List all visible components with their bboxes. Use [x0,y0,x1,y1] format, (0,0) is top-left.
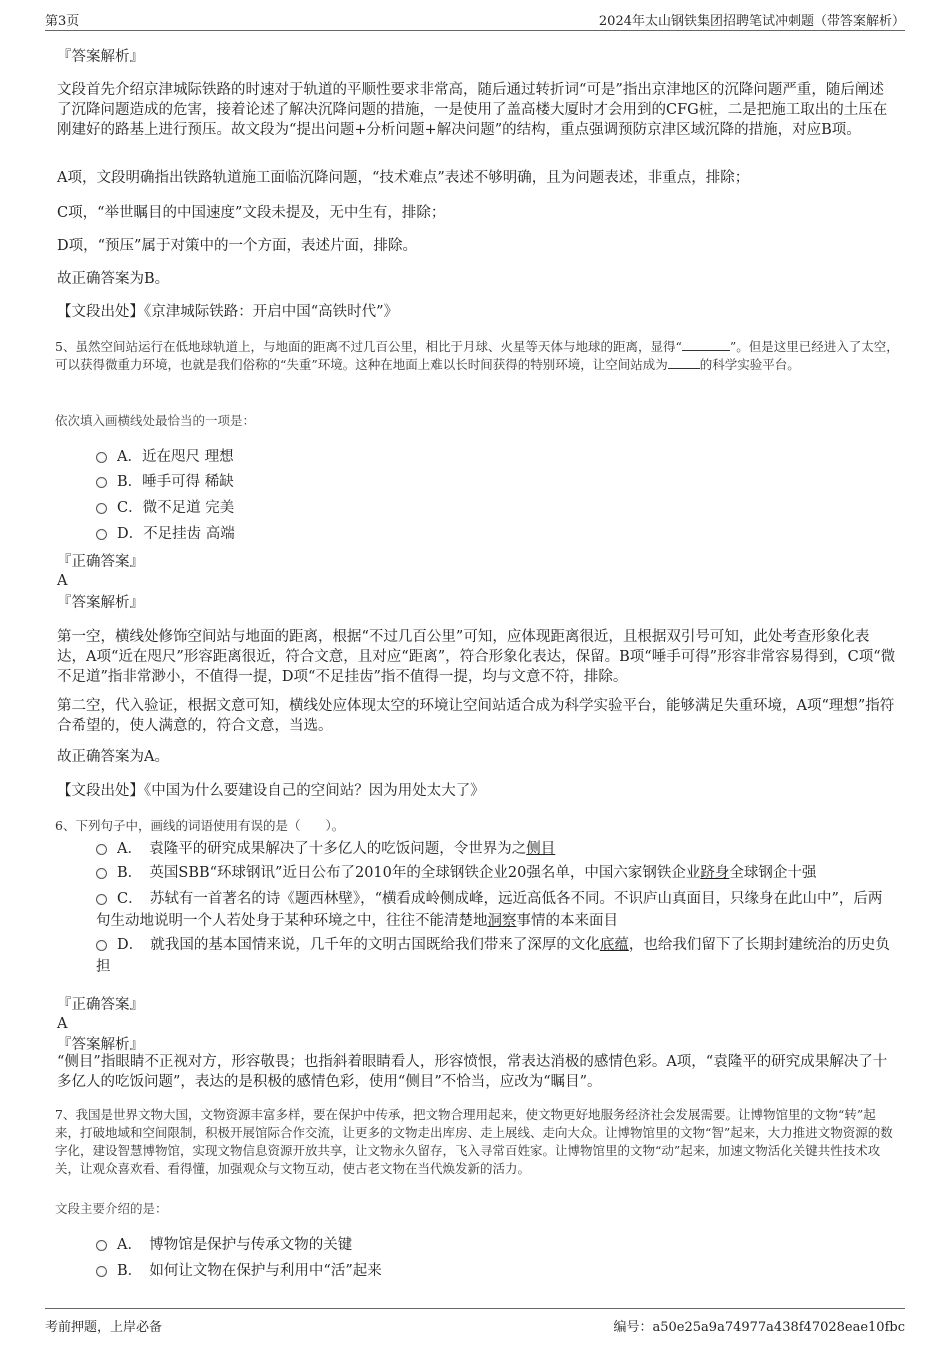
q6-correct-answer: A [57,1016,68,1032]
q5-stem: 5、虽然空间站运行在低地球轨道上，与地面的距离不过几百公里，相比于月球、火星等天体与地球的距离，显得“ ”。但是这里已经进入了太空，可以获得微重力环境，也就是我们俗称的“失重”环境。这种在地面上难以长时间获得的特别环境，让空间站成为 的科学实验平台。 [55,339,899,372]
radio-icon[interactable] [96,529,107,540]
q5-prompt: 依次填入画横线处最恰当的一项是： [55,413,256,428]
q5-option-a[interactable]: A．近在咫尺 理想 [96,446,896,468]
q5-analysis-paragraph-2: 第二空，代入验证，根据文意可知，横线处应体现太空的环境让空间站适合成为科学实验平台，能够满足失重环境，A项“理想”指符合希望的，使人满意的，符合文意，当选。 [57,698,895,734]
q4-analysis-option-c: C项，“举世瞩目的中国速度”文段未提及，无中生有，排除； [57,205,446,221]
radio-icon[interactable] [96,894,107,905]
page-header [45,0,905,31]
q5-correct-label: 『正确答案』 [57,554,144,570]
q4-analysis-paragraph: 文段首先介绍京津城际铁路的时速对于轨道的平顺性要求非常高，随后通过转折词“可是”指出京津地区的沉降问题严重，随后阐述了沉降问题造成的危害，接着论述了解决沉降问题的措施，一是使用了盖高楼大厦时才会用到的CFG桩，二是把施工取出的土压在刚建好的路基上进行预压。故文段为“提出问题+分析问题+解决问题”的结构，重点强调预防京津区域沉降的措施，对应B项。 [57,82,888,138]
q5-source: 【文段出处】《中国为什么要建设自己的空间站？因为用处太大了》 [57,783,485,799]
q5-option-b[interactable]: B．唾手可得 稀缺 [96,471,896,493]
q7-stem: 7、我国是世界文物大国，文物资源丰富多样，要在保护中传承，把文物合理用起来，使文物更好地服务经济社会发展需要。让博物馆里的文物“转”起来，打破地域和空间限制，积极开展馆际合作交流，让更多的文物走出库房、走上展线、走向大众。让博物馆里的文物“智”起来，大力推进文物资源的数字化，建设智慧博物馆，实现文物信息资源开放共享，让文物永久留存，飞入寻常百姓家。让博物馆里的文物“动”起来，加速文物活化关键共性技术攻关，让观众喜欢看、看得懂，加强观众与文物互动，使古老文物在当代焕发新的活力。 [55,1107,893,1176]
q6-option-b[interactable]: B． 英国SBB“环球钢讯”近日公布了2010年的全球钢铁企业20强名单，中国六家钢铁企业跻身全球钢企十强 [96,862,896,884]
q6-option-a[interactable]: A． 袁隆平的研究成果解决了十多亿人的吃饭问题，令世界为之侧目 [96,838,896,860]
q4-analysis-option-a: A项，文段明确指出铁路轨道施工面临沉降问题，“技术难点”表述不够明确，且为问题表述，非重点，排除； [57,170,750,186]
q7-prompt: 文段主要介绍的是： [55,1201,168,1216]
q4-source: 【文段出处】《京津城际铁路：开启中国“高铁时代”》 [57,304,399,320]
footer-slogan: 考前押题，上岸必备 [45,1320,163,1335]
q4-conclusion: 故正确答案为B。 [57,271,170,287]
q6-correct-label: 『正确答案』 [57,997,144,1013]
radio-icon[interactable] [96,503,107,514]
page-footer [45,1308,905,1346]
q6-analysis-label: 『答案解析』 [57,1037,144,1053]
underlined-word: 跻身 [700,865,730,881]
radio-icon[interactable] [96,1266,107,1277]
q7-option-b[interactable]: B． 如何让文物在保护与利用中“活”起来 [96,1260,896,1282]
q5-analysis-label: 『答案解析』 [57,595,144,611]
q6-option-d[interactable]: D． 就我国的基本国情来说，几千年的文明古国既给我们带来了深厚的文化底蕴，也给我们留下了长期封建统治的历史负担 [96,937,890,975]
radio-icon[interactable] [96,940,107,951]
underlined-word: 侧目 [526,841,556,857]
q5-option-d[interactable]: D．不足挂齿 高端 [96,523,896,545]
document-title: 2024年太山钢铁集团招聘笔试冲刺题（带答案解析） [598,14,905,29]
q5-analysis-paragraph-1: 第一空，横线处修饰空间站与地面的距离，根据“不过几百公里”可知，应体现距离很近，且根据双引号可知，此处考查形象化表达，A项“近在咫尺”形容距离很近，符合文意，且对应“距离”，符合形象化表达，保留。B项“唾手可得”形容非常容易得到，C项“微不足道”指非常渺小，不值得一提，D项“不足挂齿”指不值得一提，均与文意不符，排除。 [57,629,896,685]
radio-icon[interactable] [96,868,107,879]
q5-conclusion: 故正确答案为A。 [57,749,169,765]
radio-icon[interactable] [96,452,107,463]
underlined-word: 洞察 [487,913,517,929]
radio-icon[interactable] [96,844,107,855]
q5-option-c[interactable]: C．微不足道 完美 [96,497,896,519]
radio-icon[interactable] [96,477,107,488]
q4-analysis-label: 『答案解析』 [57,49,144,65]
page-number: 第3页 [45,14,80,29]
q6-stem: 6、下列句子中，画线的词语使用有误的是（ ）。 [55,818,345,833]
document-id: 编号：a50e25a9a74977a438f47028eae10fbc [613,1320,905,1335]
q6-option-c[interactable]: C． 苏轼有一首著名的诗《题西林壁》，“横看成岭侧成峰，远近高低各不同。不识庐山真面目，只缘身在此山中”，后两句生动地说明一个人若处身于某种环境之中，往往不能清楚地洞察事情的本来面目 [96,891,883,929]
q6-analysis: “侧目”指眼睛不正视对方，形容敬畏；也指斜着眼睛看人，形容愤恨，常表达消极的感情色彩。A项，“袁隆平的研究成果解决了十多亿人的吃饭问题”，表达的是积极的感情色彩，使用“侧目”不恰当，应改为“瞩目”。 [57,1054,888,1090]
underlined-word: 底蕴 [599,937,629,953]
q4-analysis-option-d: D项，“预压”属于对策中的一个方面，表述片面，排除。 [57,238,417,254]
q7-option-a[interactable]: A． 博物馆是保护与传承文物的关键 [96,1234,896,1256]
radio-icon[interactable] [96,1240,107,1251]
q5-correct-answer: A [57,573,68,589]
